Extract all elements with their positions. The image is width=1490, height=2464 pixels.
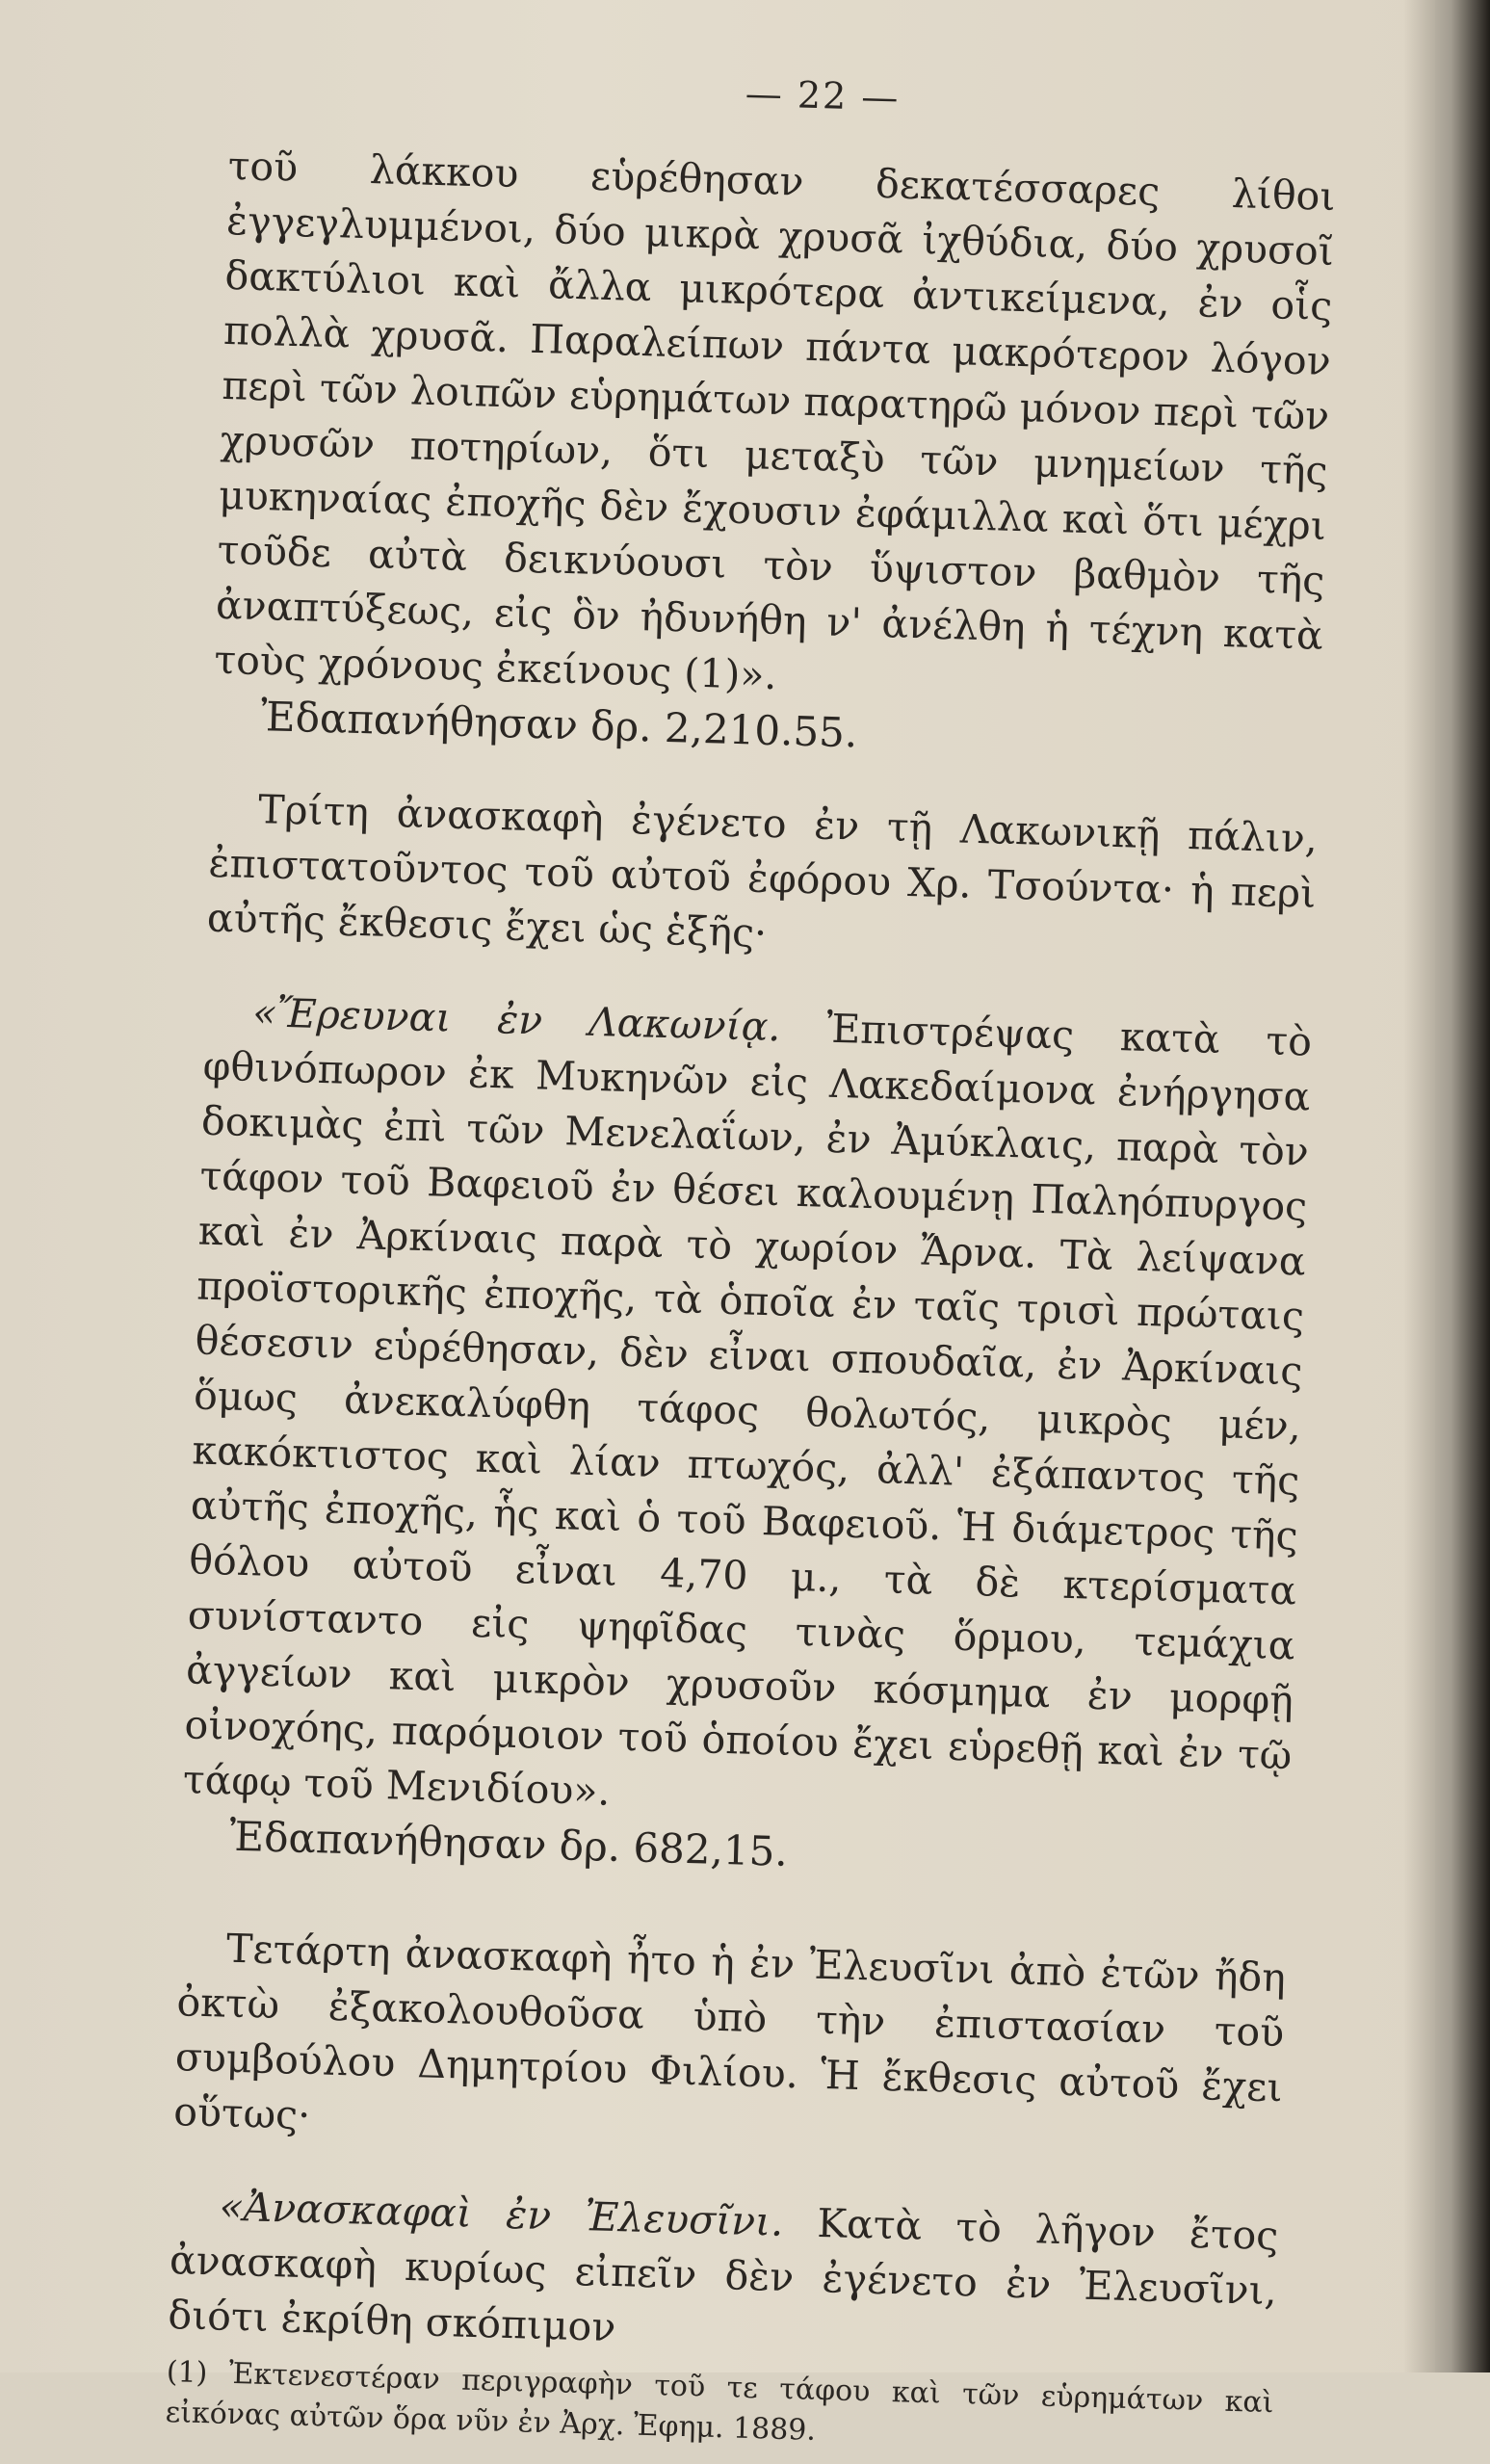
eleusis-body: Κατὰ τὸ λῆγον ἔτος ἀνασκαφὴ κυρίως εἰπεῖν δὲν ἐγένετο ἐν Ἐλευσῖνι, διότι ἐκρίθη σκόπιμον (167, 2198, 1279, 2351)
paragraph-laconia-report (182, 984, 1312, 1839)
expense-line-1: Ἐδαπανήθησαν δρ. 2,210.55. (260, 693, 858, 757)
text-block (165, 58, 1338, 2464)
paragraph-eleusis-report (168, 2178, 1279, 2373)
eleusis-heading: «Ἀνασκαφαὶ ἐν Ἐλευσῖνι. (219, 2183, 784, 2245)
laconia-body: Ἐπιστρέψας κατὰ τὸ φθινόπωρον ἐκ Μυκηνῶν εἰς Λακεδαίμονα ἐνήργησα δοκιμὰς ἐπὶ τῶν Μενελαΐων, ἐν Ἀμύκλαις, παρὰ τὸν τάφον τοῦ Βαφειοῦ ἐν θέσει καλουμένῃ Παληόπυργος καὶ ἐν Ἀρκίναις παρὰ τὸ χωρίον Ἄρνα. Τὰ λείψανα προϊστορικῆς ἐποχῆς, τὰ ὁποῖα ἐν ταῖς τρισὶ πρώταις θέσεσιν εὑρέθησαν, δὲν εἶναι σπουδαῖα, ἐν Ἀρκίναις ὅμως ἀνεκαλύφθη τάφος θολωτός, μικρὸς μέν, κακόκτιστος καὶ λίαν πτωχός, ἀλλ' ἐξάπαντος τῆς αὐτῆς ἐποχῆς, ἧς καὶ ὁ τοῦ Βαφειοῦ. Ἡ διάμετρος τῆς θόλου αὐτοῦ εἶναι 4,70 μ., τὰ δὲ κτερίσματα συνίσταντο εἰς ψηφῖδας τινὰς ὅρμου, τεμάχια ἀγγείων καὶ μικρὸν χρυσοῦν κόσμημα ἐν μορφῇ οἰνοχόης, παρόμοιον τοῦ ὁποίου ἔχει εὑρεθῇ καὶ ἐν τῷ τάφῳ τοῦ Μενιδίου». (182, 1004, 1313, 1815)
laconia-heading: «Ἔρευναι ἐν Λακωνίᾳ. (251, 989, 782, 1051)
expense-line-2: Ἐδαπανήθησαν δρ. 682,15. (228, 1812, 789, 1875)
page-number: — 22 — (745, 71, 901, 119)
paragraph-third-excavation: Τρίτη ἀνασκαφὴ ἐγένετο ἐν τῇ Λακωνικῇ πάλιν, ἐπιστατοῦντος τοῦ αὐτοῦ ἐφόρου Χρ. Τσούντα· ἡ περὶ αὐτῆς ἔκθεσις ἔχει ὡς ἑξῆς· (206, 786, 1319, 957)
paragraph-continued: τοῦ λάκκου εὑρέθησαν δεκατέσσαρες λίθοι ἐγγεγλυμμένοι, δύο μικρὰ χρυσᾶ ἰχθύδια, δύο χρυσοῖ δακτύλιοι καὶ ἄλλα μικρότερα ἀντικείμενα, ἐν οἷς πολλὰ χρυσᾶ. Παραλείπων πάντα μακρότερον λόγον περὶ τῶν λοιπῶν εὑρημάτων παρατηρῶ μόνον περὶ τῶν χρυσῶν ποτηρίων, ὅτι μεταξὺ τῶν μνημείων τῆς μυκηναίας ἐποχῆς δὲν ἔχουσιν ἐφάμιλλα καὶ ὅτι μέχρι τοῦδε αὐτὰ δεικνύουσι τὸν ὕψιστον βαθμὸν τῆς ἀναπτύξεως, εἰς ὃν ἠδυνήθη ν' ἀνέλθη ἡ τέχνη κατὰ τοὺς χρόνους ἐκείνους (1)». (213, 142, 1337, 699)
paragraph-fourth-excavation: Τετάρτη ἀνασκαφὴ ἦτο ἡ ἐν Ἐλευσῖνι ἀπὸ ἐτῶν ἤδη ὀκτὼ ἐξακολουθοῦσα ὑπὸ τὴν ἐπιστασίαν τοῦ συμβούλου Δημητρίου Φιλίου. Ἡ ἔκθεσις αὐτοῦ ἔχει οὕτως· (172, 1925, 1287, 2139)
page-edge-shadow (1403, 0, 1490, 2372)
footnote: (1) Ἐκτενεστέραν περιγραφὴν τοῦ τε τάφου καὶ τῶν εὑρημάτων καὶ εἰκόνας αὐτῶν ὅρα νῦν ἐν Ἀρχ. Ἐφημ. 1889. (165, 2355, 1274, 2448)
